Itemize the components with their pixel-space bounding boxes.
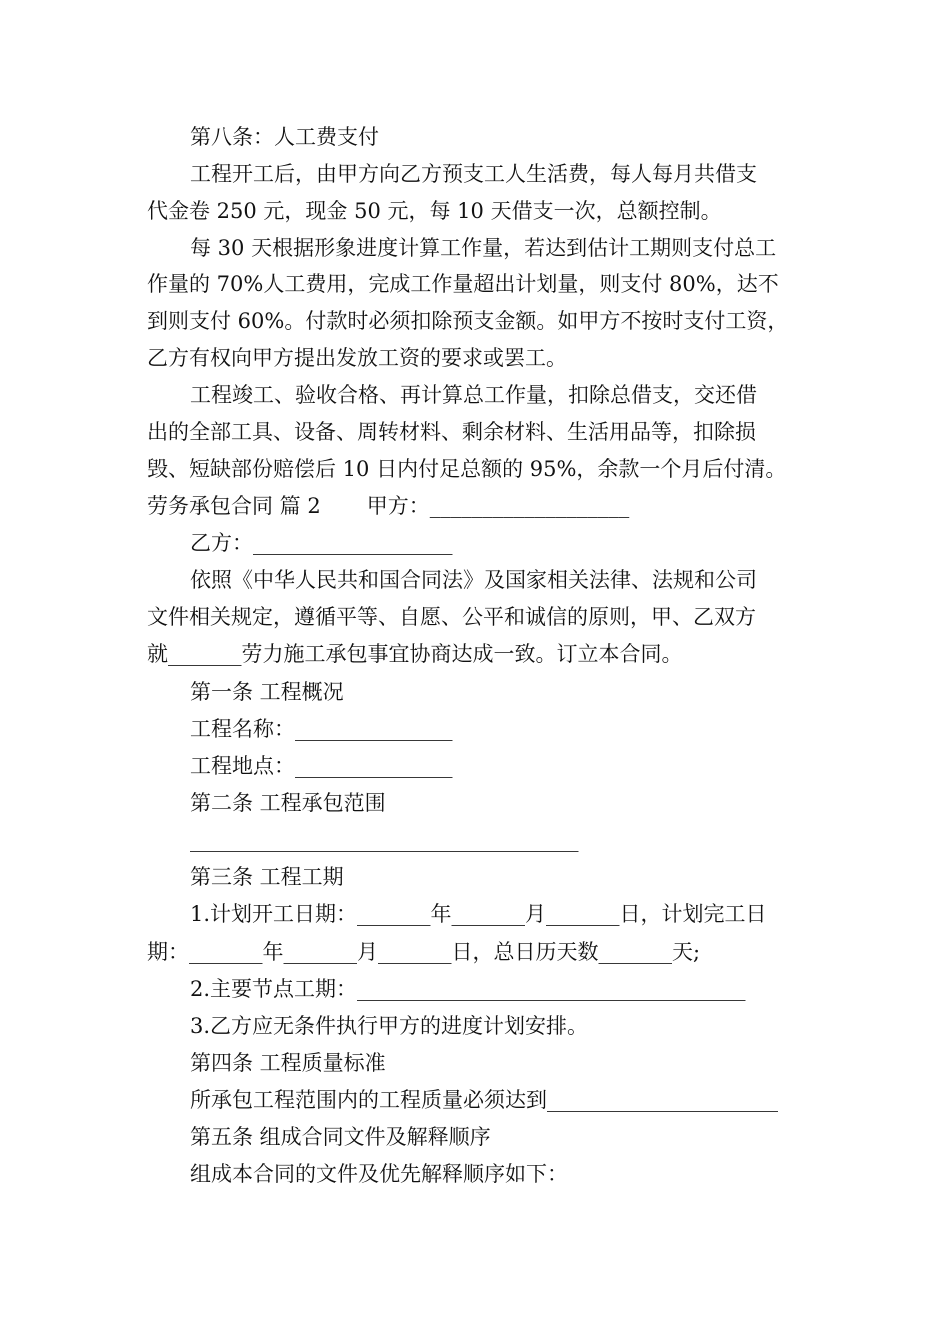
project-location-field: 工程地点：_______________ [190,754,453,778]
paragraph-line: 工程开工后，由甲方向乙方预支工人生活费，每人每月共借支 [190,162,757,186]
section-heading-article-1: 第一条 工程概况 [190,680,344,704]
contract-title: 劳务承包合同 篇 2 [147,494,321,518]
section-heading-article-5: 第五条 组成合同文件及解释顺序 [190,1125,491,1149]
section-heading-article-8: 第八条：人工费支付 [190,125,379,149]
quality-field: 所承包工程范围内的工程质量必须达到______________________ [190,1088,778,1112]
section-heading-article-3: 第三条 工程工期 [190,865,344,889]
planned-dates-line: 1.计划开工日期：_______年_______月_______日，计划完工日 [190,902,767,926]
party-b-field: 乙方：___________________ [190,531,453,555]
scope-blank-line: _____________________________________ [190,828,579,852]
section-heading-article-2: 第二条 工程承包范围 [190,791,386,815]
contract-title-line [147,491,629,521]
paragraph-line: 每 30 天根据形象进度计算工作量，若达到估计工期则支付总工 [190,236,777,260]
paragraph-line: 出的全部工具、设备、周转材料、剩余材料、生活用品等，扣除损 [147,420,756,444]
paragraph-line: 作量的 70%人工费用，完成工作量超出计划量，则支付 80%，达不 [147,272,779,296]
paragraph-line: 毁、短缺部份赔偿后 10 日内付足总额的 95%，余款一个月后付清。 [147,457,787,481]
paragraph-line: 到则支付 60%。付款时必须扣除预支金额。如甲方不按时支付工资， [147,309,789,333]
paragraph-line: 依照《中华人民共和国合同法》及国家相关法律、法规和公司 [190,568,757,592]
paragraph-line: 就_______劳力施工承包事宜协商达成一致。订立本合同。 [147,642,683,666]
party-a-field: 甲方：___________________ [366,494,630,518]
paragraph-line: 文件相关规定，遵循平等、自愿、公平和诚信的原则，甲、乙双方 [147,605,756,629]
milestone-field: 2.主要节点工期：_____________________________________ [190,977,746,1001]
paragraph-line: 组成本合同的文件及优先解释顺序如下： [190,1162,568,1186]
planned-dates-line: 期：_______年_______月_______日，总日历天数_______天; [147,940,701,964]
project-name-field: 工程名称：_______________ [190,717,453,741]
section-heading-article-4: 第四条 工程质量标准 [190,1051,386,1075]
paragraph-line: 乙方有权向甲方提出发放工资的要求或罢工。 [147,346,567,370]
paragraph-line: 工程竣工、验收合格、再计算总工作量，扣除总借支，交还借 [190,383,757,407]
paragraph-line: 3.乙方应无条件执行甲方的进度计划安排。 [190,1014,589,1038]
paragraph-line: 代金卷 250 元，现金 50 元，每 10 天借支一次，总额控制。 [147,199,722,223]
